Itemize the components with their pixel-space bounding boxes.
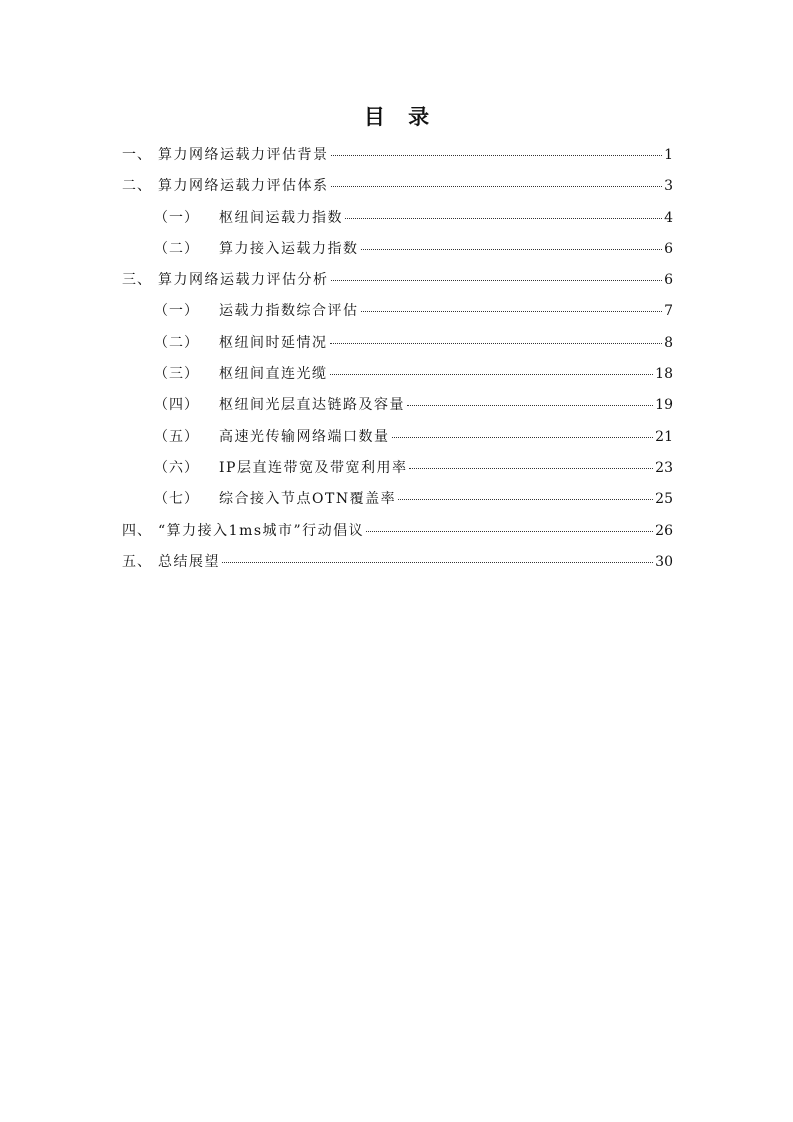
toc-entry-page: 23 — [655, 459, 673, 476]
toc-entry[interactable] — [122, 236, 673, 267]
toc-entry[interactable] — [122, 142, 673, 173]
dot-leader — [361, 310, 663, 312]
toc-entry-title: 运载力指数综合评估 — [219, 303, 359, 320]
toc-entry-number: 四、 — [122, 522, 152, 539]
toc-entry-page: 1 — [664, 147, 673, 163]
dot-leader — [361, 248, 663, 250]
toc-entry-page: 6 — [664, 240, 673, 257]
toc-entry[interactable] — [122, 455, 673, 486]
toc-entry[interactable] — [122, 298, 673, 329]
toc-entry-title: 算力网络运载力评估分析 — [158, 272, 329, 289]
toc-entry-page: 30 — [655, 553, 673, 570]
dot-leader — [398, 498, 653, 500]
toc-entry-page: 21 — [655, 428, 673, 445]
toc-entry-number: （六） — [154, 459, 199, 476]
toc-entry-title: 总结展望 — [158, 553, 220, 570]
dot-leader — [392, 436, 654, 438]
toc-entry[interactable] — [122, 486, 673, 517]
toc-entry-page: 3 — [664, 178, 673, 195]
toc-entry-number: （四） — [154, 397, 199, 414]
dot-leader — [409, 467, 653, 469]
toc-entry-number: （一） — [154, 209, 199, 226]
dot-leader — [330, 373, 654, 375]
toc-entry-number: （一） — [154, 303, 199, 320]
toc-entry-title: 枢纽间时延情况 — [219, 334, 328, 351]
toc-entry-title: 高速光传输网络端口数量 — [219, 428, 390, 445]
toc-entry-page: 6 — [664, 272, 673, 289]
dot-leader — [407, 404, 653, 406]
toc-entry-page: 26 — [655, 522, 673, 539]
toc-entry-page: 7 — [664, 303, 673, 320]
toc-entry-title: 算力网络运载力评估体系 — [158, 178, 329, 195]
toc-entry-number: 一、 — [122, 147, 152, 163]
dot-leader — [345, 217, 662, 219]
toc-entry-number: 二、 — [122, 178, 152, 195]
toc-entry-number: 五、 — [122, 553, 152, 570]
toc-entry-title: “算力接入1ms城市”行动倡议 — [158, 522, 365, 539]
toc-entry-number: （二） — [154, 240, 199, 257]
toc-entry[interactable] — [122, 518, 673, 549]
toc-entry-number: （七） — [154, 491, 199, 508]
toc-entry-page: 8 — [664, 334, 673, 351]
dot-leader — [330, 342, 663, 344]
dot-leader — [222, 561, 653, 563]
toc-entry[interactable] — [122, 205, 673, 236]
dot-leader — [331, 154, 663, 156]
toc-entry-title: 综合接入节点OTN覆盖率 — [219, 491, 397, 508]
toc-entry-page: 4 — [664, 209, 673, 226]
toc-entry[interactable] — [122, 392, 673, 423]
toc-list — [122, 142, 673, 580]
toc-entry-number: （三） — [154, 366, 199, 383]
toc-entry[interactable] — [122, 267, 673, 298]
dot-leader — [331, 185, 663, 187]
toc-title: 目 录 — [363, 105, 438, 129]
toc-entry-title: IP层直连带宽及带宽利用率 — [219, 459, 408, 476]
toc-entry-page: 18 — [655, 366, 673, 383]
toc-entry-title: 算力网络运载力评估背景 — [158, 147, 329, 163]
toc-entry-title: 算力接入运载力指数 — [219, 240, 359, 257]
toc-entry-number: 三、 — [122, 272, 152, 289]
dot-leader — [366, 530, 653, 532]
toc-entry-title: 枢纽间运载力指数 — [219, 209, 343, 226]
toc-entry-page: 19 — [655, 397, 673, 414]
toc-entry[interactable] — [122, 361, 673, 392]
toc-entry-page: 25 — [655, 491, 673, 508]
toc-entry[interactable] — [122, 330, 673, 361]
toc-entry-number: （二） — [154, 334, 199, 351]
toc-entry[interactable] — [122, 549, 673, 580]
toc-entry[interactable] — [122, 424, 673, 455]
toc-entry-title: 枢纽间直连光缆 — [219, 366, 328, 383]
dot-leader — [331, 279, 663, 281]
toc-entry-title: 枢纽间光层直达链路及容量 — [219, 397, 405, 414]
toc-entry[interactable] — [122, 173, 673, 204]
toc-entry-number: （五） — [154, 428, 199, 445]
